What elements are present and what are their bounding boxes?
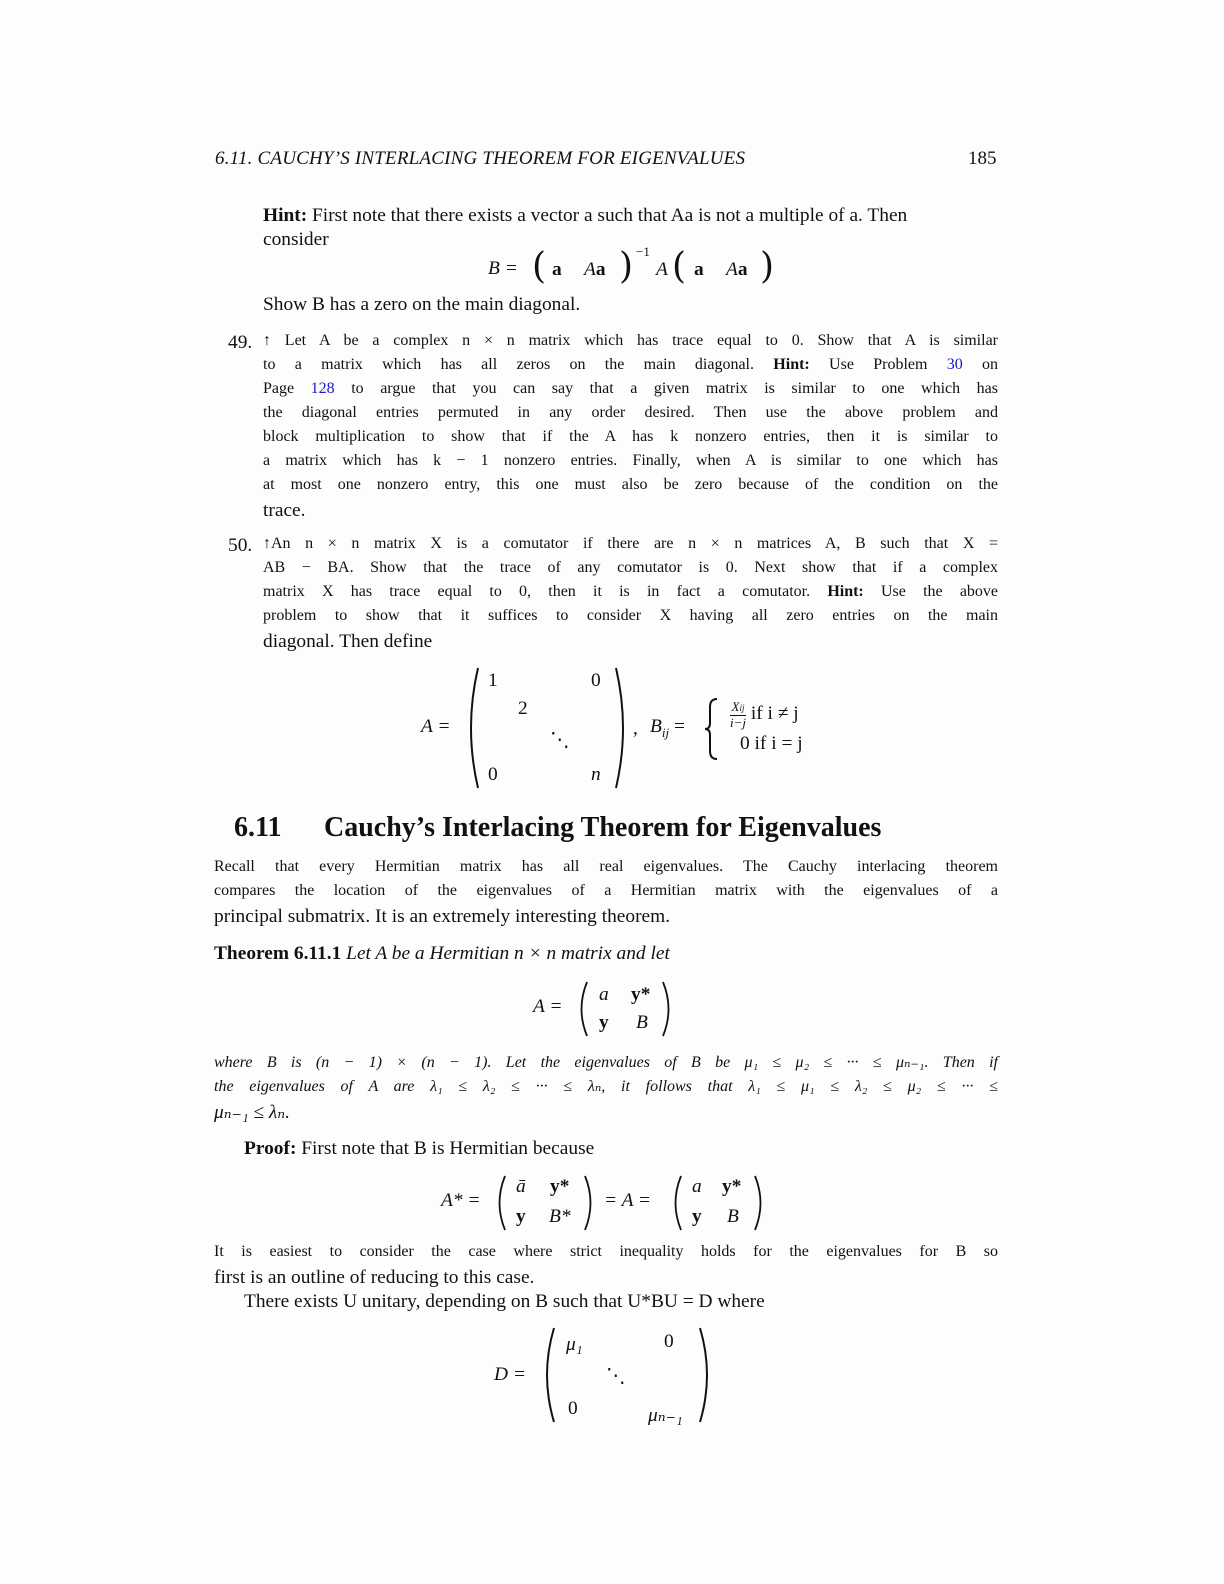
eq-mid: A — [656, 259, 668, 280]
matrix-entry: 2 — [518, 698, 528, 719]
running-header-title: 6.11. CAUCHY’S INTERLACING THEOREM FOR EIGENVALUES — [215, 148, 746, 169]
matrix-entry: ā — [516, 1176, 526, 1197]
problem-line — [263, 380, 998, 398]
eq-lhs: A = — [533, 996, 563, 1017]
matrix-entry: a — [694, 259, 704, 280]
theorem-line: where B is (n − 1) × (n − 1). Let the eigenvalues of B be μ₁ ≤ μ₂ ≤ ··· ≤ μₙ₋₁. Then if — [214, 1054, 998, 1071]
right-paren: ) — [760, 246, 775, 287]
eq-lhs: A* = — [441, 1190, 481, 1211]
matrix-entry: y — [692, 1206, 702, 1227]
left-paren — [462, 666, 482, 790]
theorem-line: μₙ₋₁ ≤ λₙ. — [214, 1102, 291, 1123]
intro-line: Recall that every Hermitian matrix has all real eigenvalues. The Cauchy interlacing theorem — [214, 858, 998, 875]
eq-lhs: D = — [494, 1364, 526, 1385]
text: Use the above — [880, 583, 999, 600]
section-number: 6.11 — [234, 812, 282, 843]
matrix-entry: μₙ₋₁ — [648, 1405, 683, 1426]
case-1-cond: if i ≠ j — [750, 702, 799, 724]
matrix-entry: 0 — [568, 1398, 578, 1419]
hint48-line2: consider — [263, 229, 329, 250]
left-paren — [538, 1326, 558, 1424]
matrix-entry: y* — [550, 1176, 570, 1197]
proof-paragraph — [214, 1243, 998, 1291]
hint48-text: First note that there exists a vector a such that Aa is not a multiple of a. Then — [307, 205, 908, 226]
comma: , — [633, 718, 638, 739]
section-title: Cauchy’s Interlacing Theorem for Eigenvalues — [324, 812, 882, 843]
matrix-entry: μ₁ — [566, 1334, 583, 1355]
text: to a matrix which has all zeros on the main diagonal. — [263, 356, 754, 373]
hint-label: Hint: — [773, 356, 810, 373]
theorem-body — [214, 1052, 998, 1124]
left-paren — [574, 980, 590, 1038]
right-paren — [752, 1174, 768, 1232]
theorem-statement: Let A be a Hermitian n × n matrix and let — [346, 943, 670, 964]
right-paren — [612, 666, 632, 790]
problem-line: block multiplication to show that if the A has k nonzero entries, then it is similar to — [263, 428, 998, 445]
matrix-entry: y — [516, 1206, 526, 1227]
fraction: $\frac{\text{Xij}}{i-j}$ — [730, 699, 746, 730]
proof-line: first is an outline of reducing to this case. — [214, 1267, 535, 1288]
Bij-lhs: $B_{ij}$ = — [650, 716, 685, 740]
right-paren: ) — [619, 246, 634, 287]
left-paren — [668, 1174, 684, 1232]
right-paren — [660, 980, 676, 1038]
intro-paragraph — [214, 858, 998, 930]
problem-line: AB − BA. Show that the trace of any comutator is 0. Next show that if a complex — [263, 559, 998, 576]
proof-line — [244, 1138, 594, 1160]
page-number: 185 — [968, 148, 997, 169]
proof-text: First note that B is Hermitian because — [301, 1138, 595, 1159]
matrix-entry: y — [599, 1012, 609, 1033]
text: Page — [263, 380, 295, 397]
matrix-entry: B — [727, 1206, 739, 1227]
theorem-heading — [214, 943, 670, 965]
proof-line: It is easiest to consider the case where strict inequality holds for the eigenvalues for B so — [214, 1243, 998, 1260]
theorem-line: the eigenvalues of A are λ₁ ≤ λ₂ ≤ ··· ≤ λₙ, it follows that λ₁ ≤ μ₁ ≤ λ₂ ≤ μ₂ ≤ ··· ≤ — [214, 1078, 998, 1095]
case-2: 0 if i = j — [740, 733, 803, 754]
matrix-entry: y* — [722, 1176, 742, 1197]
matrix-entry: Aa — [584, 259, 606, 280]
intro-line: principal submatrix. It is an extremely interesting theorem. — [214, 906, 671, 927]
intro-line: compares the location of the eigenvalues of a Hermitian matrix with the eigenvalues of a — [214, 882, 998, 899]
problem-line: a matrix which has k − 1 nonzero entries. Finally, when A is similar to one which has — [263, 452, 998, 469]
case-1 — [730, 700, 799, 729]
diagonal-dots: ⋱ — [606, 1366, 626, 1387]
matrix-entry: 0 — [591, 670, 601, 691]
text: to argue that you can say that a given matrix is similar to one which has — [351, 380, 999, 397]
eq-lhs: B = — [488, 258, 518, 279]
eq-mid: = A = — [604, 1190, 652, 1211]
problem-line — [263, 356, 998, 374]
problem-line: the diagonal entries permuted in any order desired. Then use the above problem and — [263, 404, 998, 421]
theorem-label: Theorem 6.11.1 — [214, 943, 342, 964]
problem-line — [263, 583, 998, 601]
problem-line: at most one nonzero entry, this one must also be zero because of the condition on the — [263, 476, 998, 493]
page-link[interactable]: 128 — [310, 380, 335, 397]
matrix-entry: Aa — [726, 259, 748, 280]
matrix-entry: a — [552, 259, 562, 280]
hint-label: Hint: — [827, 583, 864, 600]
matrix-entry: 0 — [488, 764, 498, 785]
right-paren — [582, 1174, 598, 1232]
text: Use Problem — [829, 356, 928, 373]
problem-line: ↑An n × n matrix X is a comutator if there are n × n matrices A, B such that X = — [263, 535, 998, 552]
text: on — [982, 356, 999, 373]
text: matrix X has trace equal to 0, then it is in fact a comutator. — [263, 583, 811, 600]
matrix-entry: B — [636, 1012, 648, 1033]
eq-lhs: A = — [421, 716, 451, 737]
proof-line: There exists U unitary, depending on B such that U*BU = D where — [244, 1291, 765, 1312]
exponent: −1 — [636, 244, 650, 259]
hint48-line3: Show B has a zero on the main diagonal. — [263, 294, 581, 315]
problem-line: ↑ Let A be a complex n × n matrix which has trace equal to 0. Show that A is similar — [263, 332, 998, 349]
matrix-entry: a — [692, 1176, 702, 1197]
problem-number: 49. — [228, 332, 253, 353]
left-brace — [704, 697, 720, 761]
matrix-entry: y* — [631, 984, 651, 1005]
problem-50 — [263, 535, 998, 655]
left-paren: ( — [532, 246, 547, 287]
right-paren — [696, 1326, 716, 1424]
problem-49 — [263, 332, 998, 522]
problem-line: trace. — [263, 500, 306, 521]
diagonal-dots: ⋱ — [550, 730, 570, 751]
problem-line: diagonal. Then define — [263, 631, 433, 652]
left-paren: ( — [672, 246, 687, 287]
proof-label: Proof: — [244, 1138, 297, 1159]
problem-line: problem to show that it suffices to consider X having all zero entries on the main — [263, 607, 998, 624]
matrix-entry: B* — [549, 1206, 571, 1227]
problem-number: 50. — [228, 535, 253, 556]
matrix-entry: a — [599, 984, 609, 1005]
hint-label: Hint: — [263, 205, 308, 226]
matrix-entry: 0 — [664, 1331, 674, 1352]
section-heading — [234, 812, 881, 844]
matrix-entry: n — [591, 764, 601, 785]
matrix-entry: 1 — [488, 670, 498, 691]
left-paren — [492, 1174, 508, 1232]
problem-link[interactable]: 30 — [946, 356, 963, 373]
hint48-line1 — [263, 205, 998, 227]
